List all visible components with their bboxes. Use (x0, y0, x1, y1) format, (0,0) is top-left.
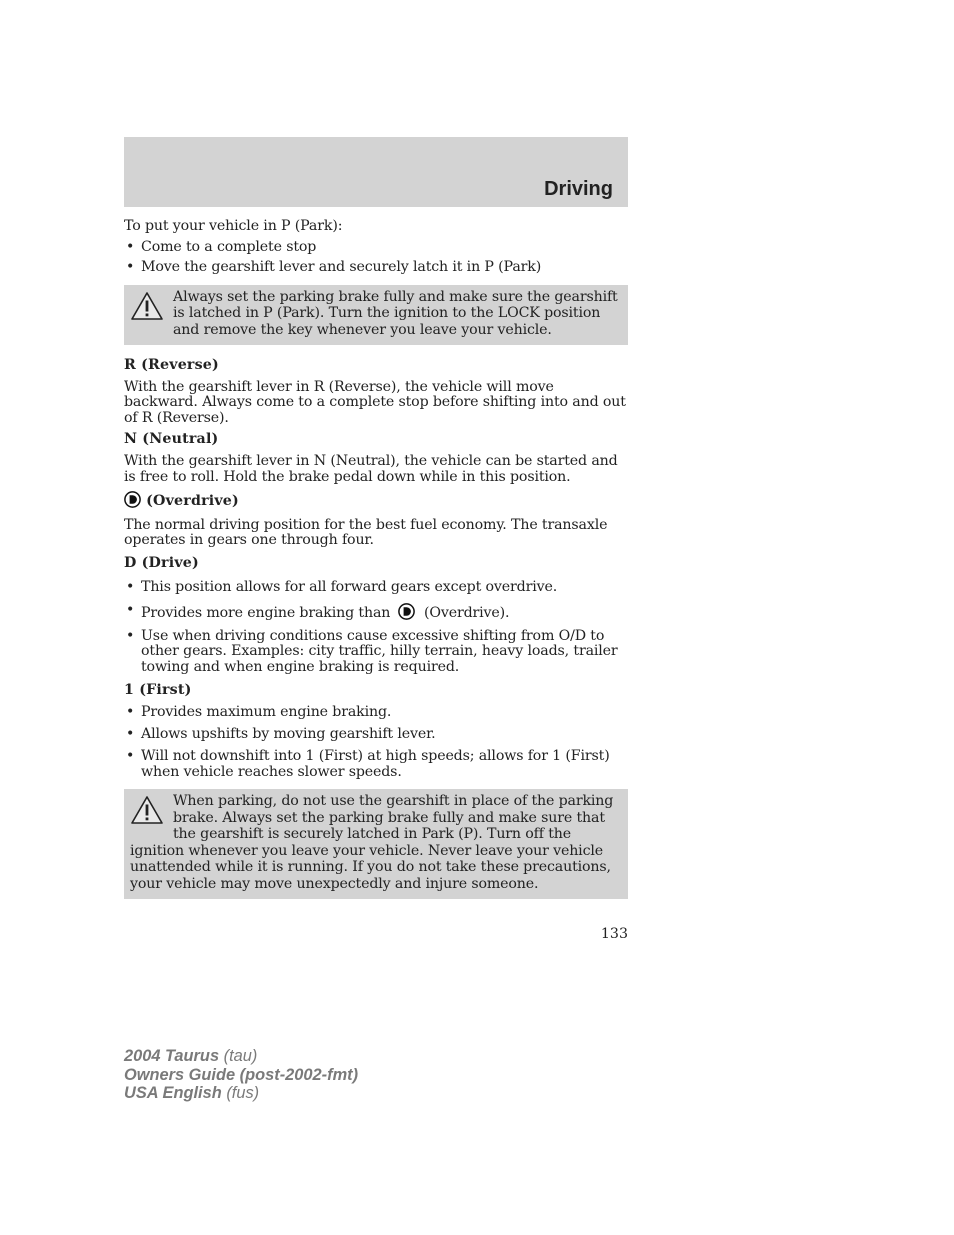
warning-triangle-icon (130, 795, 166, 827)
list-item: • This position allows for all forward gears except overdrive. (124, 580, 628, 596)
list-item: • Come to a complete stop (124, 240, 628, 256)
overdrive-body: The normal driving position for the best fuel economy. The transaxle operates in gears one through four. (124, 516, 608, 549)
drive-bullet2-before: Provides more engine braking than (141, 605, 391, 622)
list-item: • Provides maximum engine braking. (124, 705, 628, 721)
drive-bullet2-after: (Overdrive). (424, 605, 510, 622)
overdrive-heading-row (124, 491, 628, 510)
footer-guide: Owners Guide (post-2002-fmt) (124, 1065, 359, 1084)
first-heading: 1 (First) (124, 681, 192, 698)
list-item (124, 603, 628, 622)
first-bullets (124, 705, 628, 780)
section-header-band (124, 137, 628, 207)
footer-line-2 (124, 1066, 358, 1085)
reverse-body: With the gearshift lever in R (Reverse), the vehicle will move backward. Always come to a complete stop before shifting into and out of R (Reverse). (124, 378, 626, 426)
footer-language: USA English (124, 1084, 222, 1102)
neutral-body: With the gearshift lever in N (Neutral), the vehicle can be started and is free to roll. Hold the brake pedal down while in this position. (124, 452, 618, 485)
footer-line-1 (124, 1047, 358, 1066)
overdrive-icon (398, 603, 415, 620)
warning-text: When parking, do not use the gearshift in place of the parking brake. Always set the parking brake fully and make sure that the gearshift is securely latched in Park (P). Turn off the ignition whenever you leave your vehicle. Never leave your vehicle unattended while it is running. If you do not take these precautions, your vehicle may move unexpectedly and injure someone. (130, 793, 614, 892)
footer-model: 2004 Taurus (124, 1047, 220, 1065)
page-content (124, 219, 628, 899)
drive-bullets (124, 580, 628, 676)
warning-box-parking (124, 789, 628, 898)
footer-language-code: (fus) (226, 1084, 260, 1102)
overdrive-heading: (Overdrive) (146, 493, 239, 510)
document-footer (124, 1047, 358, 1103)
park-bullets (124, 240, 628, 276)
list-item: • Allows upshifts by moving gearshift lever. (124, 727, 628, 743)
reverse-heading: R (Reverse) (124, 357, 219, 373)
section-title: Driving (544, 178, 613, 200)
footer-line-3 (124, 1084, 358, 1103)
drive-heading: D (Drive) (124, 554, 199, 571)
warning-triangle-icon (130, 291, 166, 323)
list-item: • Use when driving conditions cause excessive shifting from O/D to other gears. Examples: city traffic, hilly terrain, heavy loads, trailer towing and when engine braking is required. (124, 629, 628, 676)
warning-text: Always set the parking brake fully and make sure the gearshift is latched in P (Park). Turn the ignition to the LOCK position and remove the key whenever you leave your vehicle. (173, 288, 618, 338)
page-number: 133 (600, 926, 628, 942)
neutral-heading: N (Neutral) (124, 431, 219, 448)
park-intro: To put your vehicle in P (Park): (124, 218, 343, 234)
warning-box-park (124, 285, 628, 345)
list-item: • Will not downshift into 1 (First) at high speeds; allows for 1 (First) when vehicle reaches slower speeds. (124, 749, 628, 780)
list-item: • Move the gearshift lever and securely latch it in P (Park) (124, 260, 628, 276)
overdrive-icon (124, 491, 141, 508)
footer-model-code: (tau) (223, 1047, 258, 1065)
